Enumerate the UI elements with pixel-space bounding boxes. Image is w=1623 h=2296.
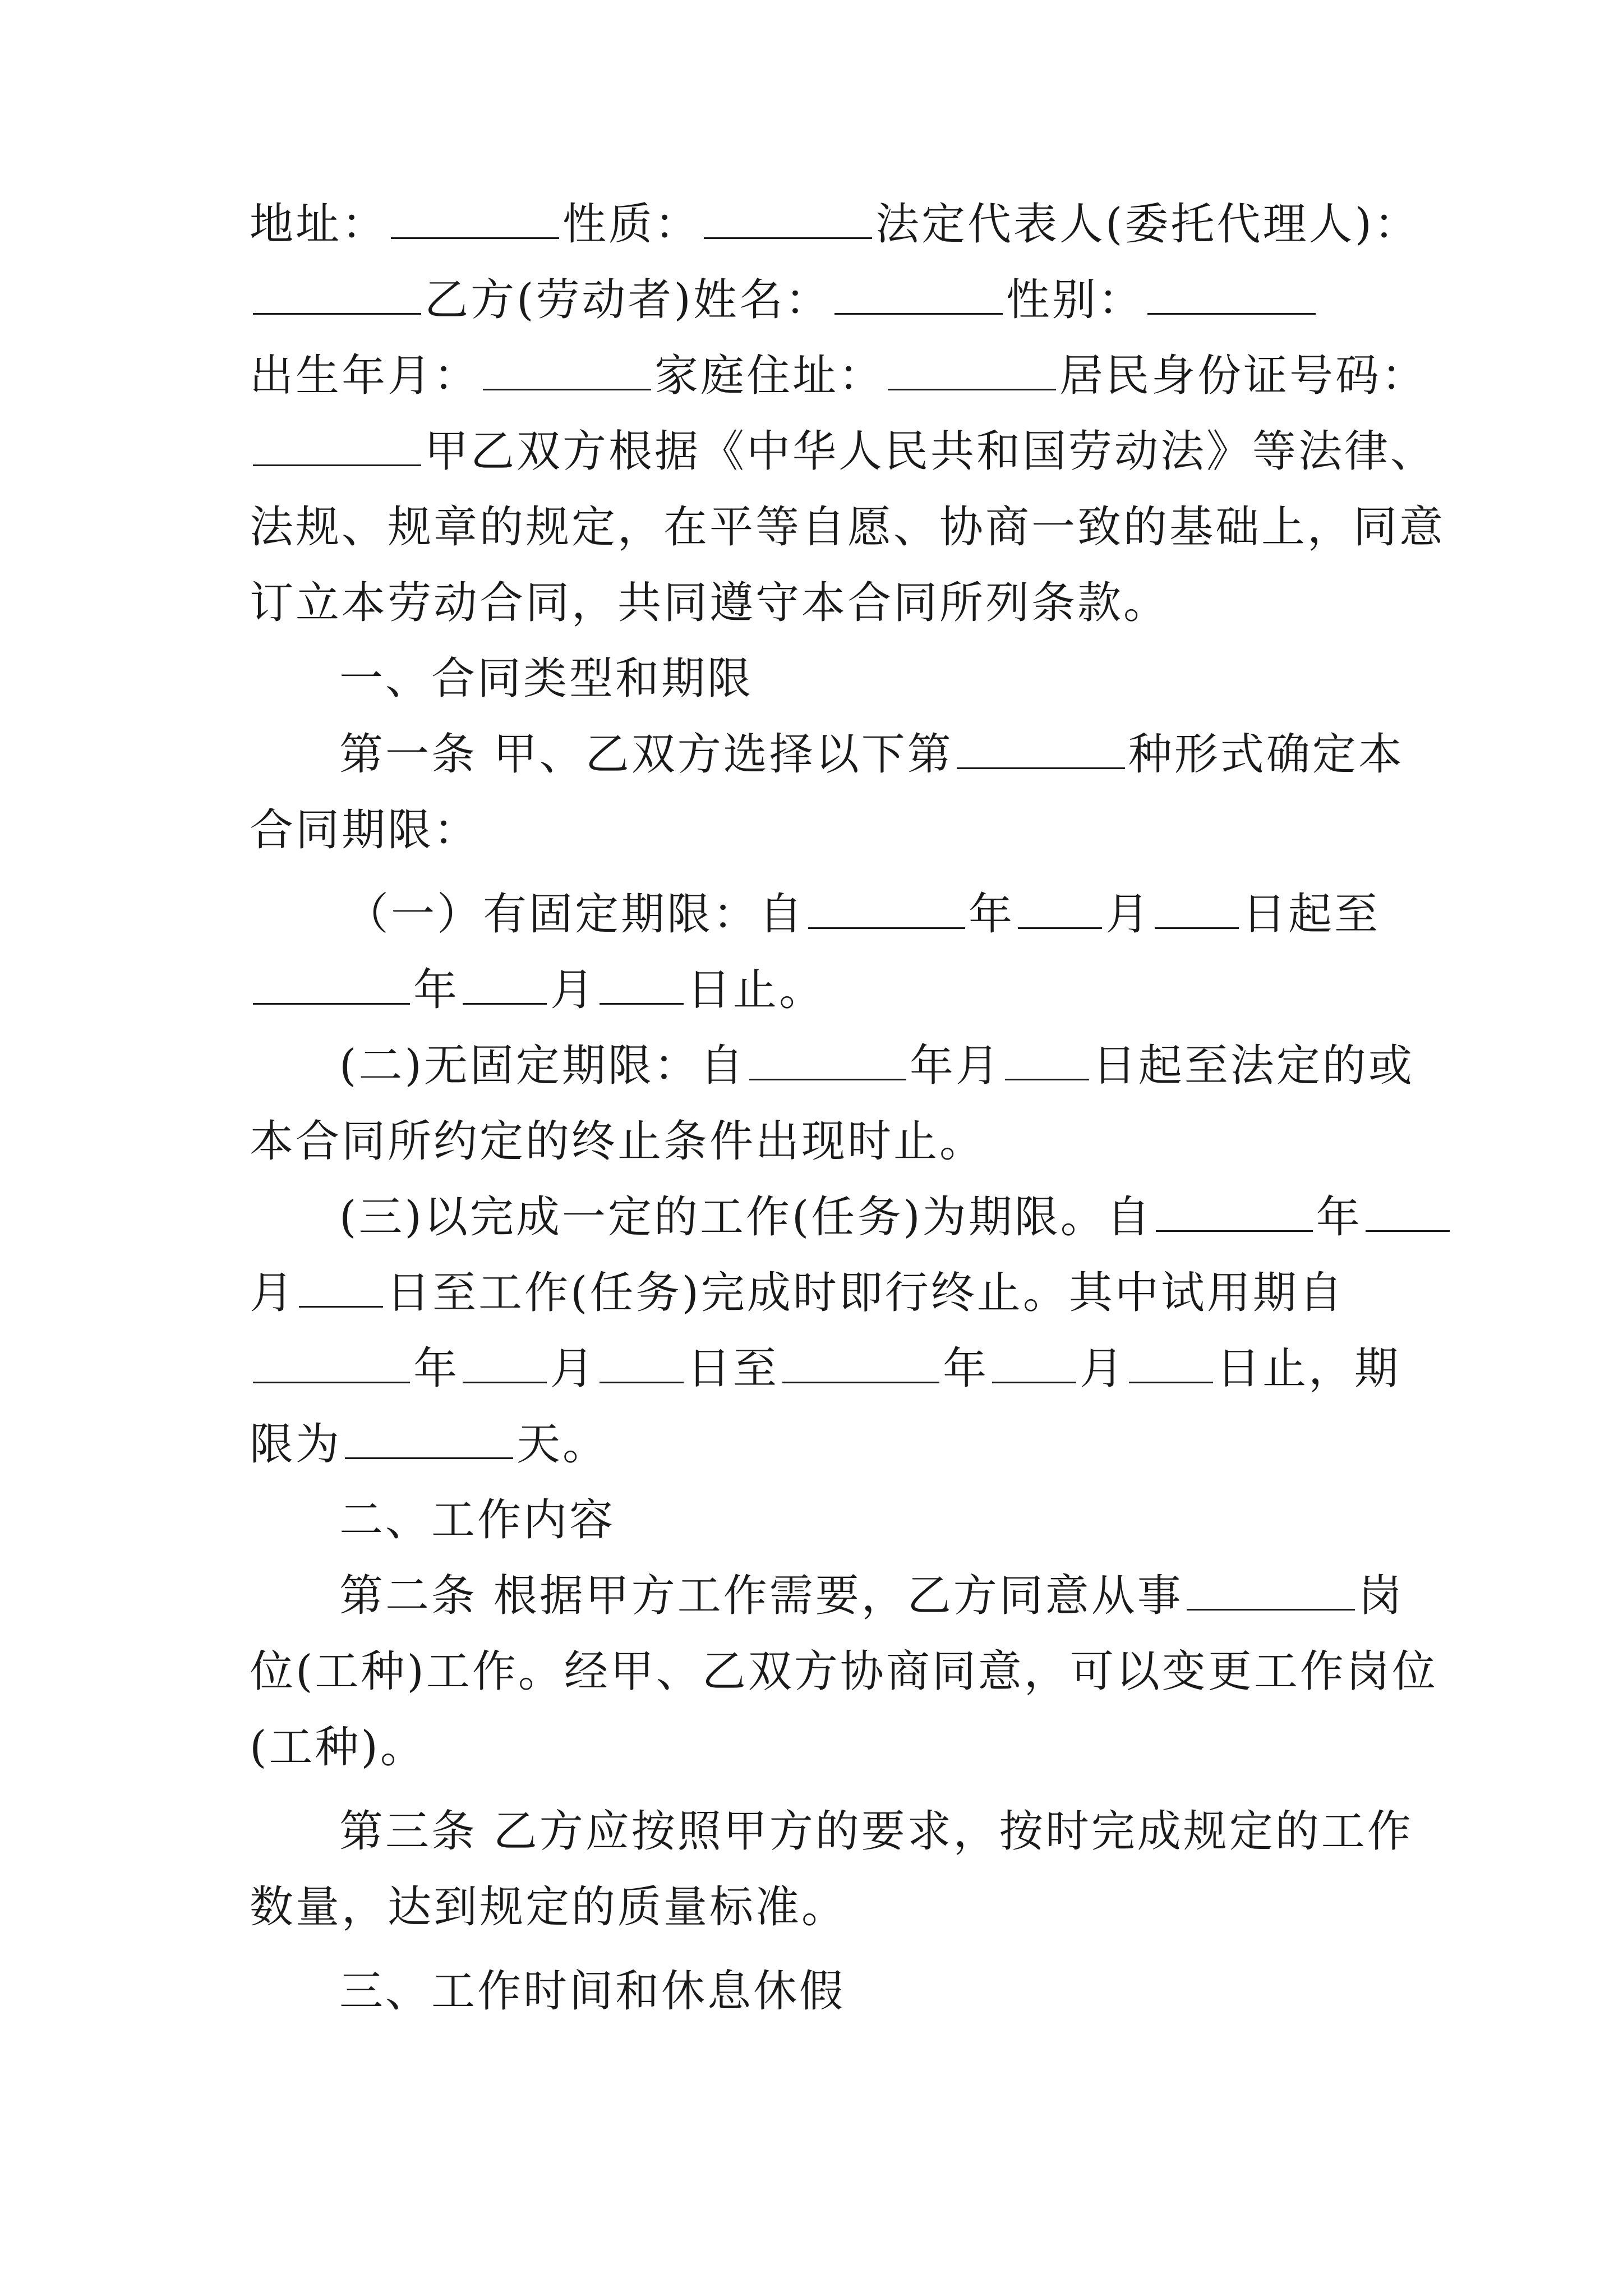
option-1-text: （一）有固定期限：自 (345, 889, 805, 940)
trial-day-to-label: 日至 (687, 1343, 780, 1394)
article-1-text-b: 种形式确定本 (1128, 729, 1404, 780)
opt1-day-from-label: 日起至 (1242, 889, 1381, 940)
legal-rep-blank[interactable] (253, 274, 421, 315)
birth-blank[interactable] (483, 349, 651, 390)
gender-label: 性别： (1006, 275, 1144, 325)
id-number-label: 居民身份证号码： (1059, 351, 1428, 401)
option-2-line-1 (250, 1032, 1414, 1099)
opt1-end-year-blank[interactable] (253, 964, 410, 1005)
article-2-line-2: 位(工种)工作。经甲、乙双方协商同意，可以变更工作岗位 (250, 1646, 1438, 1697)
article-2-line-1 (250, 1562, 1404, 1630)
trial-end-year-blank[interactable] (782, 1342, 939, 1383)
option-3-line-4 (250, 1411, 608, 1478)
trial-start-year-blank[interactable] (253, 1342, 410, 1383)
trial-end-month-blank[interactable] (992, 1342, 1076, 1383)
option-3-text-a: (三)以完成一定的工作(任务)为期限。自 (339, 1192, 1152, 1243)
trial-days-blank[interactable] (345, 1418, 513, 1459)
birth-label: 出生年月： (250, 351, 480, 401)
id-number-blank[interactable] (253, 425, 421, 466)
article-2-text-b: 岗 (1358, 1571, 1404, 1621)
option-3-line-2 (250, 1259, 1345, 1327)
trial-end-year-label: 年 (943, 1343, 989, 1394)
opt1-start-month-blank[interactable] (1018, 888, 1102, 929)
party-b-name-label: 乙方(劳动者)姓名： (425, 275, 831, 325)
section-heading-2: 二、工作内容 (339, 1495, 616, 1545)
option-2-text-c: 日起至法定的或 (1092, 1041, 1414, 1091)
opt3-year-label: 年 (1316, 1192, 1362, 1243)
opt1-year-label: 年 (969, 889, 1015, 940)
address-blank[interactable] (391, 198, 559, 239)
option-2-line-2: 本合同所约定的终止条件出现时止。 (250, 1116, 986, 1167)
form-choice-blank[interactable] (957, 728, 1125, 769)
article-1-text-a: 第一条 甲、乙双方选择以下第 (339, 729, 953, 780)
legal-rep-label: 法定代表人(委托代理人)： (875, 199, 1420, 250)
party-a-info-line (250, 191, 1420, 258)
opt1-start-year-blank[interactable] (808, 888, 965, 929)
section-heading-3: 三、工作时间和休息休假 (339, 1966, 846, 2017)
section-heading-1: 一、合同类型和期限 (339, 654, 754, 704)
option-3-line-3 (250, 1335, 1400, 1402)
trial-start-month-label: 月 (550, 1343, 597, 1394)
article-1-line-2: 合同期限： (250, 805, 480, 855)
party-b-name-line (250, 266, 1319, 334)
limit-label: 限为 (250, 1419, 342, 1470)
nature-label: 性质： (562, 199, 701, 250)
opt1-end-day-blank[interactable] (600, 964, 684, 1005)
address-label: 地址： (250, 199, 388, 250)
article-2-text-a: 第二条 根据甲方工作需要，乙方同意从事 (339, 1571, 1183, 1621)
opt3-start-month-blank[interactable] (1366, 1191, 1450, 1232)
opt1-end-year-label: 年 (413, 965, 460, 1015)
name-blank[interactable] (834, 274, 1003, 315)
opt1-day-to-label: 日止。 (687, 965, 826, 1015)
option-2-text-b: 年月 (909, 1041, 1002, 1091)
article-3-line-1: 第三条 乙方应按照甲方的要求，按时完成规定的工作 (339, 1806, 1413, 1857)
preamble-line-3: 订立本劳动合同，共同遵守本合同所列条款。 (250, 578, 1170, 628)
option-3-line-1 (250, 1184, 1453, 1251)
days-label: 天。 (517, 1419, 609, 1470)
option-1-line-1 (250, 881, 1380, 948)
preamble-text-1: 甲乙双方根据《中华人民共和国劳动法》等法律、 (425, 426, 1437, 477)
nature-blank[interactable] (704, 198, 872, 239)
opt3-start-day-blank[interactable] (299, 1267, 383, 1308)
article-3-line-2: 数量，达到规定的质量标准。 (250, 1882, 848, 1932)
opt3-month-label: 月 (250, 1268, 296, 1318)
trial-day-end-label: 日止，期 (1216, 1343, 1401, 1394)
opt1-end-month-blank[interactable] (463, 964, 547, 1005)
opt1-start-day-blank[interactable] (1155, 888, 1239, 929)
article-2-line-3: (工种)。 (250, 1722, 426, 1773)
opt1-month-label: 月 (1105, 889, 1152, 940)
trial-start-month-blank[interactable] (463, 1342, 547, 1383)
article-1-line-1 (250, 721, 1404, 788)
option-2-text-a: (二)无固定期限：自 (339, 1041, 746, 1091)
opt3-start-year-blank[interactable] (1156, 1191, 1313, 1232)
preamble-line-2: 法规、规章的规定，在平等自愿、协商一致的基础上，同意 (250, 502, 1446, 553)
trial-start-year-label: 年 (413, 1343, 460, 1394)
preamble-line-1 (250, 418, 1436, 485)
gender-blank[interactable] (1147, 274, 1316, 315)
option-3-text-b: 日至工作(任务)完成时即行终止。其中试用期自 (386, 1268, 1345, 1318)
home-address-blank[interactable] (888, 349, 1056, 390)
opt2-year-blank[interactable] (749, 1039, 906, 1080)
home-address-label: 家庭住址： (654, 351, 885, 401)
trial-start-day-blank[interactable] (600, 1342, 684, 1383)
position-blank[interactable] (1187, 1570, 1355, 1611)
trial-end-day-blank[interactable] (1129, 1342, 1213, 1383)
option-1-line-2 (250, 956, 825, 1024)
party-b-detail-line (250, 342, 1427, 409)
opt2-day-blank[interactable] (1005, 1039, 1089, 1080)
opt1-end-month-label: 月 (550, 965, 597, 1015)
trial-end-month-label: 月 (1080, 1343, 1126, 1394)
